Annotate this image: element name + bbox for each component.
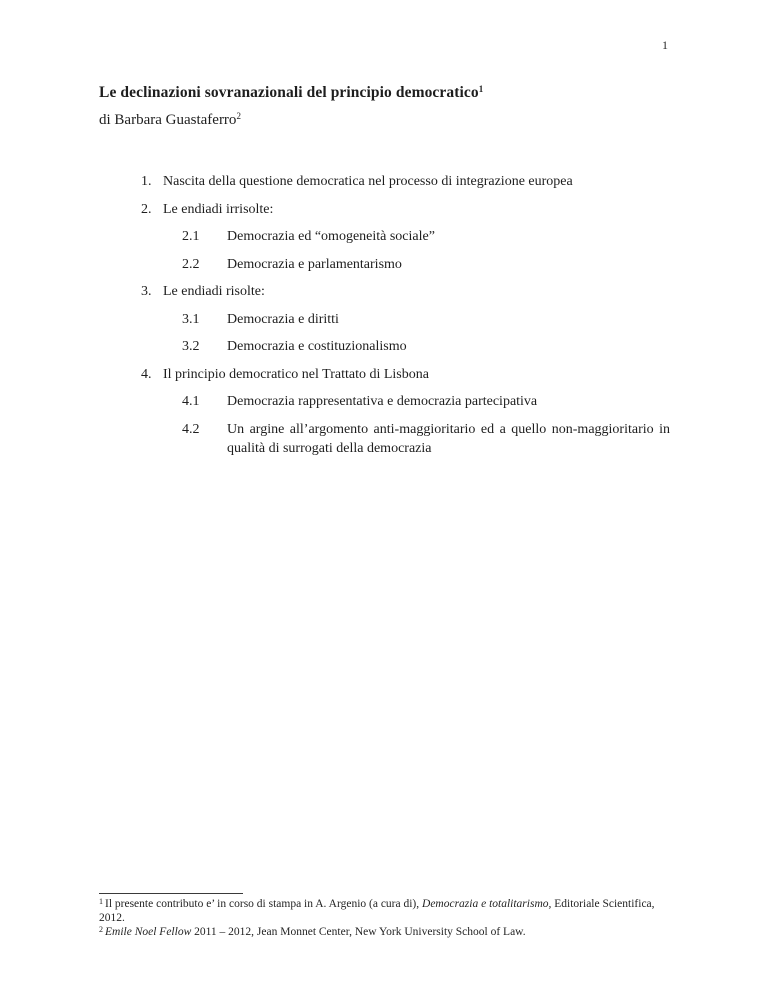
title-footnote-ref: 1 [478, 84, 484, 94]
document-byline [99, 111, 670, 130]
outline-item-number: 2.2 [182, 256, 200, 272]
footnote-1 [99, 897, 670, 925]
outline-item-4-1 [182, 392, 670, 411]
outline-item-number: 1. [141, 174, 152, 189]
outline-item-number: 4.1 [182, 394, 200, 409]
byline-text: di Barbara Guastaferro [99, 112, 237, 128]
outline-item-text: Nascita della questione democratica nel processo di integrazione europea [163, 174, 573, 189]
outline-item-number: 3. [141, 284, 152, 299]
outline-item-text: Le endiadi irrisolte: [163, 201, 274, 217]
outline-item-3 [141, 282, 670, 301]
outline-list [99, 172, 670, 466]
document-title [99, 83, 670, 102]
outline-item-number: 4.2 [182, 421, 200, 437]
footnote-italic-text: Democrazia e totalitarismo, [422, 898, 552, 910]
outline-item-3-2 [182, 337, 670, 356]
outline-item-number: 3.1 [182, 311, 200, 327]
outline-item-2-2 [182, 255, 670, 274]
outline-item-text: Le endiadi risolte: [163, 284, 265, 299]
outline-item-text: Democrazia e costituzionalismo [227, 339, 407, 354]
outline-item-text: Il principio democratico nel Trattato di Lisbona [163, 366, 429, 382]
outline-item-text: Democrazia rappresentativa e democrazia partecipativa [227, 394, 538, 409]
document-title-text: Le declinazioni sovranazionali del principio democratico [99, 84, 479, 101]
byline-footnote-ref: 2 [236, 111, 241, 121]
outline-item-text: Democrazia ed “omogeneità sociale” [227, 229, 435, 244]
outline-item-1 [141, 172, 670, 191]
footnote-italic-text: Emile Noel Fellow [105, 926, 192, 938]
footnote-text: 2011 – 2012, Jean Monnet Center, New York University School of Law. [191, 926, 526, 938]
footnote-separator-rule [99, 893, 243, 894]
outline-item-number: 2.1 [182, 229, 200, 244]
footnote-text: Il presente contributo e’ in corso di stampa in A. Argenio (a cura di), [105, 898, 423, 910]
outline-item-3-1 [182, 310, 670, 329]
outline-item-text: Democrazia e parlamentarismo [227, 256, 402, 272]
outline-item-2-1 [182, 227, 670, 246]
outline-item-number: 3.2 [182, 339, 200, 354]
page-number: 1 [662, 38, 668, 52]
footnotes-section [99, 897, 670, 939]
outline-item-number: 2. [141, 201, 152, 217]
outline-item-text: Democrazia e diritti [227, 311, 339, 327]
outline-item-number: 4. [141, 366, 152, 382]
footnote-ref-marker: 1 [99, 896, 103, 906]
outline-item-text: Un argine all’argomento anti-maggioritario ed a quello non-maggioritario in qualità di surrogati della democrazia [227, 421, 670, 456]
outline-item-4-2 [182, 420, 670, 458]
footnote-ref-marker: 2 [99, 924, 103, 934]
outline-item-2 [141, 200, 670, 219]
footnote-text: Editoriale Scientifica, 2012. [99, 898, 655, 924]
footnote-2 [99, 925, 670, 939]
outline-item-4 [141, 365, 670, 384]
